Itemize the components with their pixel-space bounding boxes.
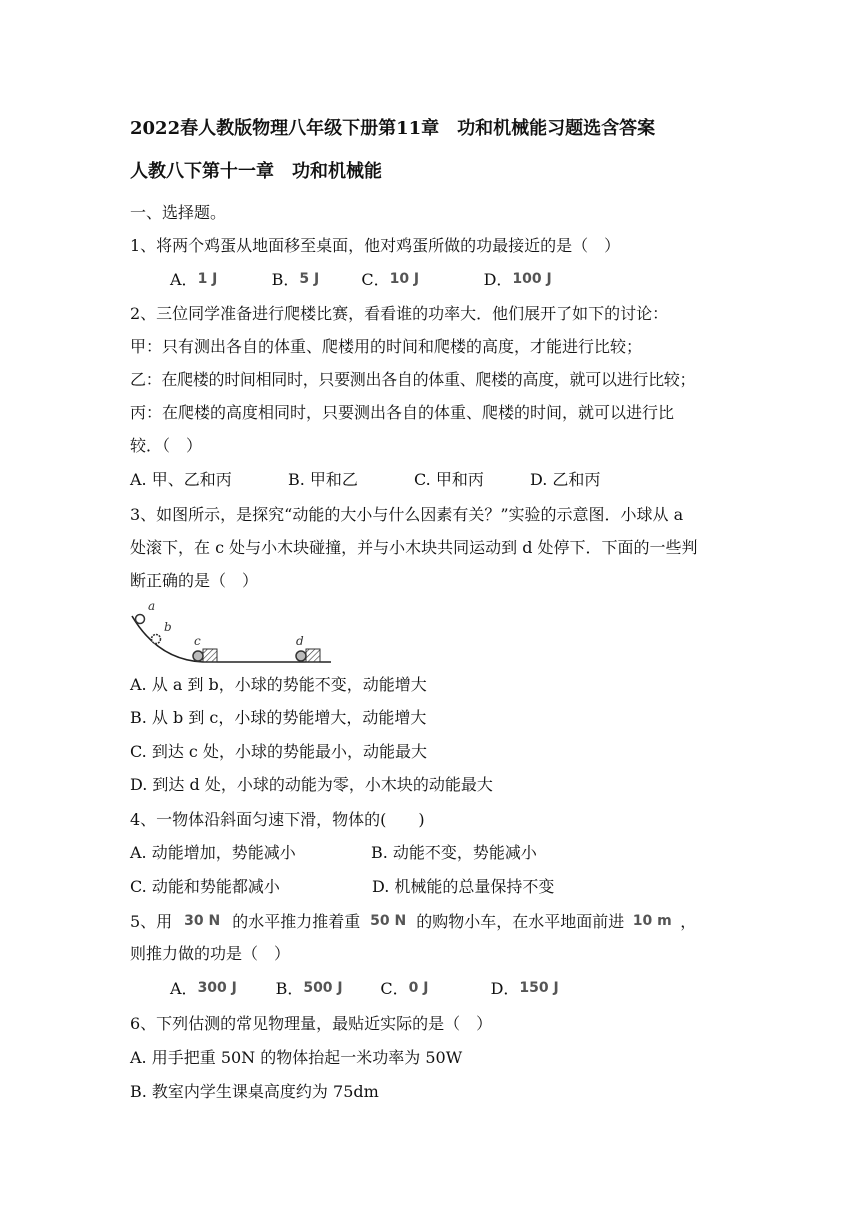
option-a-label: A． xyxy=(170,270,198,289)
option-d: D. 乙和丙 xyxy=(530,470,601,489)
block-c xyxy=(203,649,217,662)
question-3-stem: 3、如图所示，是探究“动能的大小与什么因素有关？”实验的示意图．小球从 a xyxy=(130,505,684,524)
question-4-option-b: B. 动能不变，势能减小 xyxy=(371,843,537,862)
label-b: b xyxy=(164,620,172,634)
chapter-subtitle: 人教八下第十一章 功和机械能 xyxy=(130,161,382,182)
question-4-option-a: A. 动能增加，势能减小 xyxy=(130,843,296,862)
label-c: c xyxy=(194,634,201,648)
ball-c xyxy=(193,651,203,661)
option-c-value: 0 J xyxy=(408,980,429,996)
question-6-stem: 6、下列估测的常见物理量，最贴近实际的是（ ） xyxy=(130,1014,493,1033)
option-b-label: B． xyxy=(271,270,300,289)
section-heading: 一、选择题。 xyxy=(130,203,227,222)
q5-weight-value: 50 N xyxy=(370,913,407,929)
option-d-label: D． xyxy=(483,270,513,289)
option-d-label: D． xyxy=(490,979,520,998)
question-2-bing: 丙：在爬楼的高度相同时，只要测出各自的体重、爬楼的时间，就可以进行比 xyxy=(130,403,675,422)
option-b-value: 500 J xyxy=(303,980,343,996)
option-a: A. 甲、乙和丙 xyxy=(130,470,232,489)
option-a-label: A． xyxy=(170,979,198,998)
block-d xyxy=(306,649,320,662)
ball-a xyxy=(136,615,145,624)
label-d: d xyxy=(296,634,304,648)
question-2-jia: 甲：只有测出各自的体重、爬楼用的时间和爬楼的高度，才能进行比较； xyxy=(130,337,643,356)
question-3-option-b: B. 从 b 到 c，小球的势能增大，动能增大 xyxy=(130,708,427,727)
option-c-label: C． xyxy=(361,270,390,289)
question-3-option-c: C. 到达 c 处，小球的势能最小，动能最大 xyxy=(130,742,427,761)
option-d-value: 100 J xyxy=(512,271,552,287)
question-3-option-a: A. 从 a 到 b，小球的势能不变，动能增大 xyxy=(130,675,427,694)
question-3-option-d: D. 到达 d 处，小球的动能为零，小木块的动能最大 xyxy=(130,775,493,794)
question-6-option-b: B. 教室内学生课桌高度约为 75dm xyxy=(130,1082,379,1101)
option-c: C. 甲和丙 xyxy=(414,470,484,489)
question-2-bing-cont: 较．（ ） xyxy=(130,436,203,455)
question-3-stem-cont: 处滚下，在 c 处与小木块碰撞，并与小木块共同运动到 d 处停下．下面的一些判 xyxy=(130,538,698,557)
ball-b xyxy=(152,635,161,644)
option-b: B. 甲和乙 xyxy=(288,470,358,489)
option-d-value: 150 J xyxy=(519,980,559,996)
q5-text-4: ， xyxy=(680,912,697,931)
question-6-option-a: A. 用手把重 50N 的物体抬起一米功率为 50W xyxy=(130,1048,463,1067)
option-c-label: C． xyxy=(380,979,409,998)
question-4-option-c: C. 动能和势能都减小 xyxy=(130,877,280,896)
option-c-value: 10 J xyxy=(389,271,420,287)
question-2-stem: 2、三位同学准备进行爬楼比赛，看看谁的功率大．他们展开了如下的讨论： xyxy=(130,304,669,323)
question-4-option-d: D. 机械能的总量保持不变 xyxy=(372,877,555,896)
question-5-stem xyxy=(130,909,696,934)
question-5-stem-cont: 则推力做的功是（ ） xyxy=(130,944,291,963)
question-5-options xyxy=(170,976,559,1001)
question-4-stem: 4、一物体沿斜面匀速下滑，物体的( ) xyxy=(130,810,425,829)
ramp-figure xyxy=(128,598,338,670)
ball-d xyxy=(296,651,306,661)
q5-text-3: 的购物小车，在水平地面前进 xyxy=(416,912,625,931)
question-1-stem: 1、将两个鸡蛋从地面移至桌面，他对鸡蛋所做的功最接近的是（ ） xyxy=(130,236,621,255)
option-a-value: 300 J xyxy=(197,980,237,996)
q5-text-1: 5、用 xyxy=(130,912,173,931)
document-title: 2022春人教版物理八年级下册第11章 功和机械能习题选含答案 xyxy=(130,118,656,139)
q5-distance-value: 10 m xyxy=(632,913,672,929)
question-1-options xyxy=(170,267,552,292)
option-a-value: 1 J xyxy=(197,271,218,287)
question-2-yi: 乙：在爬楼的时间相同时，只要测出各自的体重、爬楼的高度，就可以进行比较； xyxy=(130,370,696,389)
option-b-value: 5 J xyxy=(299,271,320,287)
question-2-options xyxy=(130,468,600,492)
label-a: a xyxy=(148,599,156,613)
q5-text-2: 的水平推力推着重 xyxy=(232,912,361,931)
question-3-stem-end: 断正确的是（ ） xyxy=(130,571,259,590)
q5-force-value: 30 N xyxy=(184,913,221,929)
option-b-label: B． xyxy=(275,979,304,998)
